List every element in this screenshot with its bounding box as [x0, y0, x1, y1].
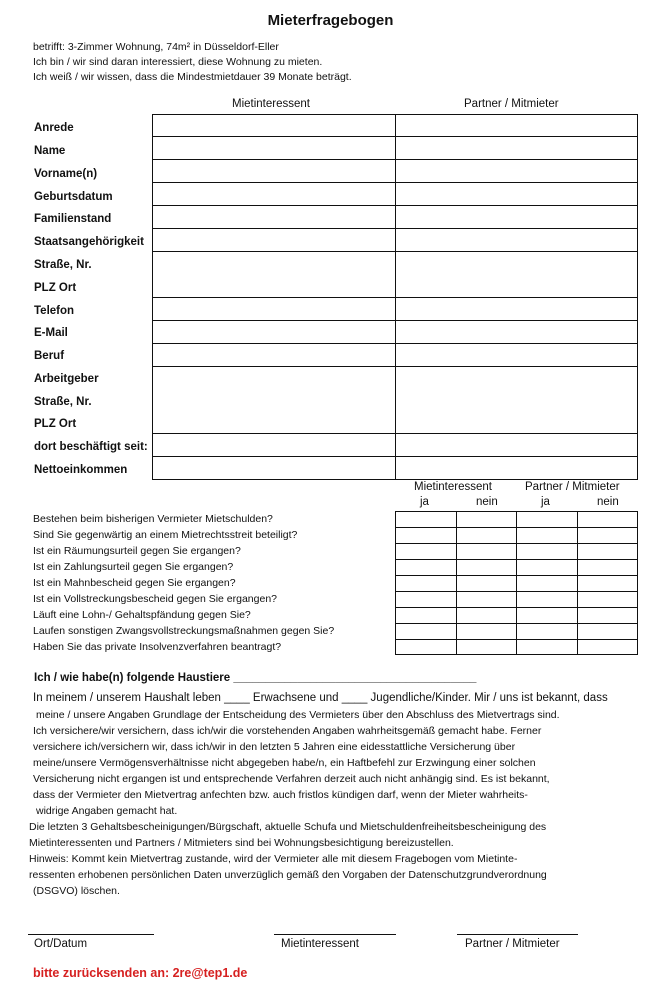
questions-answer-grid[interactable] — [395, 511, 638, 655]
input-vorname-tenant[interactable] — [152, 159, 396, 183]
questions-header-partner-no: nein — [597, 496, 619, 508]
input-geburtsdatum-tenant[interactable] — [152, 182, 396, 206]
field-label-anrede: Anrede — [34, 122, 74, 134]
input-anrede-partner[interactable] — [395, 114, 638, 137]
question-mietschulden: Bestehen beim bisherigen Vermieter Mietschulden? — [33, 513, 273, 525]
input-beschaeftigt-seit-partner[interactable] — [395, 433, 638, 457]
question-zwangsvollstreckung: Laufen sonstigen Zwangsvollstreckungsmaßnahmen gegen Sie? — [33, 625, 335, 637]
field-label-familienstand: Familienstand — [34, 213, 112, 225]
question-gehaltspfaendung: Läuft eine Lohn-/ Gehaltspfändung gegen Sie? — [33, 609, 251, 621]
question-mahnbescheid: Ist ein Mahnbescheid gegen Sie ergangen? — [33, 577, 236, 589]
pets-line: Ich / wie habe(n) folgende Haustiere ______________________________________ — [34, 672, 477, 684]
questions-header-partner-yes: ja — [541, 496, 550, 508]
input-nettoeinkommen-partner[interactable] — [395, 456, 638, 480]
declaration-line: dass der Vermieter den Mietvertrag anfechten bzw. auch fristlos kündigen darf, wenn der Mieter wahrheits- — [33, 789, 528, 801]
declaration-line: Versicherung nicht ergangen ist und entsprechende Verfahren derzeit auch nicht anhängig sind. Es ist bekannt, — [33, 773, 550, 785]
input-staatsangehoerigkeit-partner[interactable] — [395, 228, 638, 252]
signature-label-partner: Partner / Mitmieter — [465, 938, 560, 950]
signature-label-tenant: Mietinteressent — [281, 938, 359, 950]
input-geburtsdatum-partner[interactable] — [395, 182, 638, 206]
input-name-partner[interactable] — [395, 136, 638, 160]
questions-header-tenant: Mietinteressent — [414, 481, 492, 493]
return-address-note: bitte zurücksenden an: 2re@tep1.de — [33, 966, 248, 980]
input-email-tenant[interactable] — [152, 320, 396, 344]
declaration-line: widrige Angaben gemacht hat. — [36, 805, 178, 817]
field-label-nettoeinkommen: Nettoeinkommen — [34, 464, 128, 476]
question-zahlungsurteil: Ist ein Zahlungsurteil gegen Sie ergangen? — [33, 561, 234, 573]
input-email-partner[interactable] — [395, 320, 638, 344]
field-label-staatsangehoerigkeit: Staatsangehörigkeit — [34, 236, 144, 248]
declaration-line: Mietinteressenten und Partners / Mitmieters sind bei Wohnungsbesichtigung bereizustellen. — [29, 837, 454, 849]
intro-line: Ich bin / wir sind daran interessiert, diese Wohnung zu mieten. — [33, 56, 323, 68]
questions-header-tenant-no: nein — [476, 496, 498, 508]
input-arbeitgeber-partner[interactable] — [395, 366, 638, 434]
field-label-plz-ort: PLZ Ort — [34, 282, 77, 294]
field-label-arbeitgeber: Arbeitgeber — [34, 373, 99, 385]
field-label-vorname: Vorname(n) — [34, 168, 98, 180]
input-adresse-partner[interactable] — [395, 251, 638, 298]
input-telefon-tenant[interactable] — [152, 297, 396, 321]
page-title: Mieterfragebogen — [267, 12, 394, 29]
declaration-line: In meinem / unserem Haushalt leben ____ Erwachsene und ____ Jugendliche/Kinder. Mir / uns ist bekannt, dass — [33, 692, 608, 704]
input-adresse-tenant[interactable] — [152, 251, 396, 298]
question-vollstreckungsbescheid: Ist ein Vollstreckungsbescheid gegen Sie ergangen? — [33, 593, 278, 605]
column-header-tenant: Mietinteressent — [232, 98, 310, 110]
declaration-line: Ich versichere/wir versichern, dass ich/wir die vorstehenden Angaben wahrheitsgemäß gemacht habe. Ferner — [33, 725, 542, 737]
declaration-line: meine / unsere Angaben Grundlage der Entscheidung des Vermieters über den Abschluss des Mietvertrags sind. — [36, 709, 560, 721]
input-anrede-tenant[interactable] — [152, 114, 396, 137]
field-label-name: Name — [34, 145, 66, 157]
input-vorname-partner[interactable] — [395, 159, 638, 183]
field-label-telefon: Telefon — [34, 305, 75, 317]
input-nettoeinkommen-tenant[interactable] — [152, 456, 396, 480]
declaration-line: meine/unsere Vermögensverhältnisse nicht abgegeben habe/n, ein Haftbefehl zur Erzwingung einer solchen — [33, 757, 536, 769]
input-telefon-partner[interactable] — [395, 297, 638, 321]
input-beruf-partner[interactable] — [395, 343, 638, 367]
declaration-line: Die letzten 3 Gehaltsbescheinigungen/Bürgschaft, aktuelle Schufa und Mietschuldenfreiheitsbescheinigung des — [29, 821, 547, 833]
intro-text — [33, 40, 352, 85]
declaration-line: Hinweis: Kommt kein Mietvertrag zustande, wird der Vermieter alle mit diesem Fragebogen vom Mietinte- — [29, 853, 518, 865]
declaration-line: ressenten erhobenen persönlichen Daten unverzüglich gemäß den Vorgaben der Datenschutzgrundverordnung — [29, 869, 547, 881]
questions-header-tenant-yes: ja — [420, 496, 429, 508]
input-familienstand-partner[interactable] — [395, 205, 638, 229]
column-header-partner: Partner / Mitmieter — [464, 98, 559, 110]
signature-line-place-date[interactable] — [28, 934, 154, 935]
declaration-line: (DSGVO) löschen. — [33, 885, 120, 897]
input-arbeitgeber-tenant[interactable] — [152, 366, 396, 434]
field-label-arbeitgeber-strasse: Straße, Nr. — [34, 396, 92, 408]
input-familienstand-tenant[interactable] — [152, 205, 396, 229]
signature-line-tenant[interactable] — [274, 934, 396, 935]
field-label-email: E-Mail — [34, 327, 68, 339]
declaration-line: versichere ich/versichern wir, dass ich/wir in den letzten 5 Jahren eine eidesstattliche Versicherung über — [33, 741, 516, 753]
signature-line-partner[interactable] — [457, 934, 578, 935]
input-beschaeftigt-seit-tenant[interactable] — [152, 433, 396, 457]
input-name-tenant[interactable] — [152, 136, 396, 160]
field-label-beschaeftigt-seit: dort beschäftigt seit: — [34, 441, 148, 453]
field-label-strasse: Straße, Nr. — [34, 259, 92, 271]
questions-header-partner: Partner / Mitmieter — [525, 481, 620, 493]
intro-line: betrifft: 3-Zimmer Wohnung, 74m² in Düsseldorf-Eller — [33, 41, 279, 53]
field-label-beruf: Beruf — [34, 350, 65, 362]
field-label-geburtsdatum: Geburtsdatum — [34, 191, 113, 203]
input-staatsangehoerigkeit-tenant[interactable] — [152, 228, 396, 252]
intro-line: Ich weiß / wir wissen, dass die Mindestmietdauer 39 Monate beträgt. — [33, 71, 352, 83]
question-raeumungsurteil: Ist ein Räumungsurteil gegen Sie ergangen? — [33, 545, 241, 557]
question-mietrechtsstreit: Sind Sie gegenwärtig an einem Mietrechtsstreit beteiligt? — [33, 529, 298, 541]
signature-label-place-date: Ort/Datum — [34, 938, 88, 950]
question-insolvenzverfahren: Haben Sie das private Insolvenzverfahren beantragt? — [33, 641, 282, 653]
field-label-arbeitgeber-plz-ort: PLZ Ort — [34, 418, 77, 430]
input-beruf-tenant[interactable] — [152, 343, 396, 367]
